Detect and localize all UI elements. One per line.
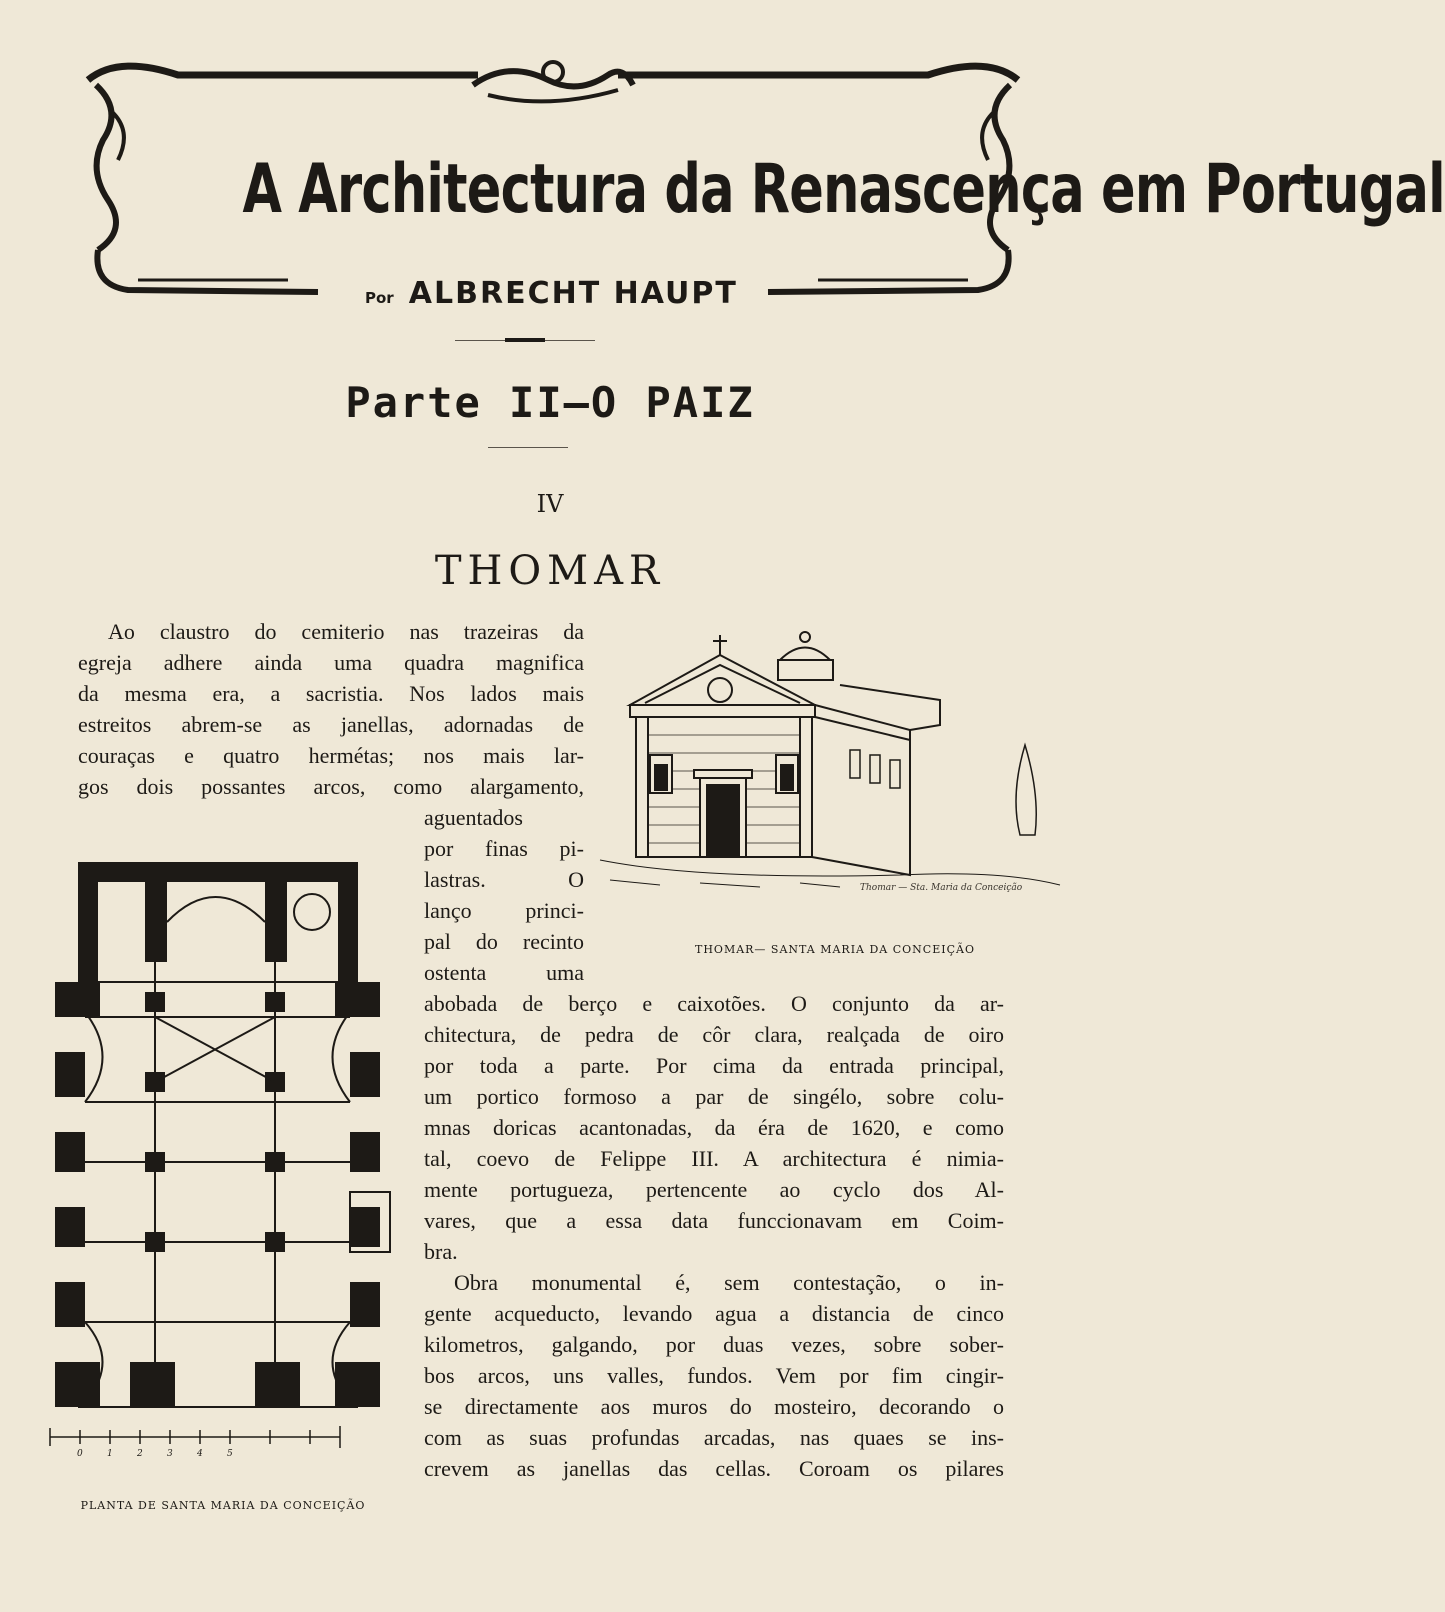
scale-label: 4	[197, 1449, 203, 1459]
text-line: se directamente aos muros do mosteiro, decorando o	[424, 1394, 1004, 1419]
scale-label: 2	[137, 1449, 143, 1459]
chapter-number: IV	[536, 490, 564, 518]
text-line: com as suas profundas arcadas, nas quaes se ins-	[424, 1425, 1004, 1450]
text-line: ostenta uma	[424, 960, 584, 985]
text-line: aguentados	[424, 805, 523, 830]
text-line: abobada de berço e caixotões. O conjunto da ar-	[424, 991, 1004, 1016]
text-line: chitectura, de pedra de côr clara, realçada de oiro	[424, 1022, 1004, 1047]
photo-inscription: Thomar — Sta. Maria da Conceição	[860, 883, 1023, 893]
body-column-right	[424, 988, 1004, 1484]
separator-rule-center	[505, 338, 545, 342]
separator-rule	[488, 447, 568, 448]
text-line: couraças e quatro hermétas; nos mais lar-	[78, 743, 584, 768]
text-line: bos arcos, uns valles, fundos. Vem por fim cingir-	[424, 1363, 1004, 1388]
text-line: gente acqueducto, levando agua a distancia de cinco	[424, 1301, 1004, 1326]
text-line: bra.	[424, 1239, 458, 1264]
body-column-top	[78, 616, 584, 802]
text-line: gos dois possantes arcos, como alargamento,	[78, 774, 584, 799]
chapter-title: THOMAR	[434, 548, 666, 594]
text-line: egreja adhere ainda uma quadra magnifica	[78, 650, 584, 675]
scale-label: 0	[77, 1449, 83, 1459]
article-title: A Architectura da Renascença em Portugal	[242, 150, 1445, 229]
text-line: lanço princi-	[424, 898, 584, 923]
text-line: kilometros, galgando, por duas vezes, sobre sober-	[424, 1332, 1004, 1357]
body-column-narrow	[424, 802, 584, 988]
church-illustration	[600, 625, 1080, 925]
text-line: mente portugueza, pertencente ao cyclo dos Al-	[424, 1177, 1004, 1202]
text-line: mnas doricas acantonadas, da éra de 1620, e como	[424, 1115, 1004, 1140]
floor-plan-drawing	[50, 862, 410, 1462]
plan-caption: PLANTA DE SANTA MARIA DA CONCEIÇÃO	[80, 1499, 366, 1512]
scale-label: 1	[107, 1449, 113, 1459]
text-line: Ao claustro do cemiterio nas trazeiras da	[108, 619, 584, 644]
scale-label: 3	[167, 1449, 173, 1459]
byline	[365, 276, 738, 311]
scale-label: 5	[227, 1449, 233, 1459]
text-line: pal do recinto	[424, 929, 584, 954]
text-line: um portico formoso a par de singélo, sobre colu-	[424, 1084, 1004, 1109]
part-heading: Parte II—O PAIZ	[345, 378, 755, 427]
text-line: Obra monumental é, sem contestação, o in-	[454, 1270, 1004, 1295]
text-line: vares, que a essa data funccionavam em Coim-	[424, 1208, 1004, 1233]
photo-caption: THOMAR— SANTA MARIA DA CONCEIÇÃO	[695, 943, 975, 956]
text-line: por toda a parte. Por cima da entrada principal,	[424, 1053, 1004, 1078]
text-line: tal, coevo de Felippe III. A architectura é nimia-	[424, 1146, 1004, 1171]
byline-prefix: Por	[365, 289, 394, 307]
text-line: crevem as janellas das cellas. Coroam os pilares	[424, 1456, 1004, 1481]
author-name: ALBRECHT HAUPT	[408, 276, 738, 311]
text-line: lastras. O	[424, 867, 584, 892]
text-line: estreitos abrem-se as janellas, adornadas de	[78, 712, 584, 737]
text-line: da mesma era, a sacristia. Nos lados mais	[78, 681, 584, 706]
text-line: por finas pi-	[424, 836, 584, 861]
